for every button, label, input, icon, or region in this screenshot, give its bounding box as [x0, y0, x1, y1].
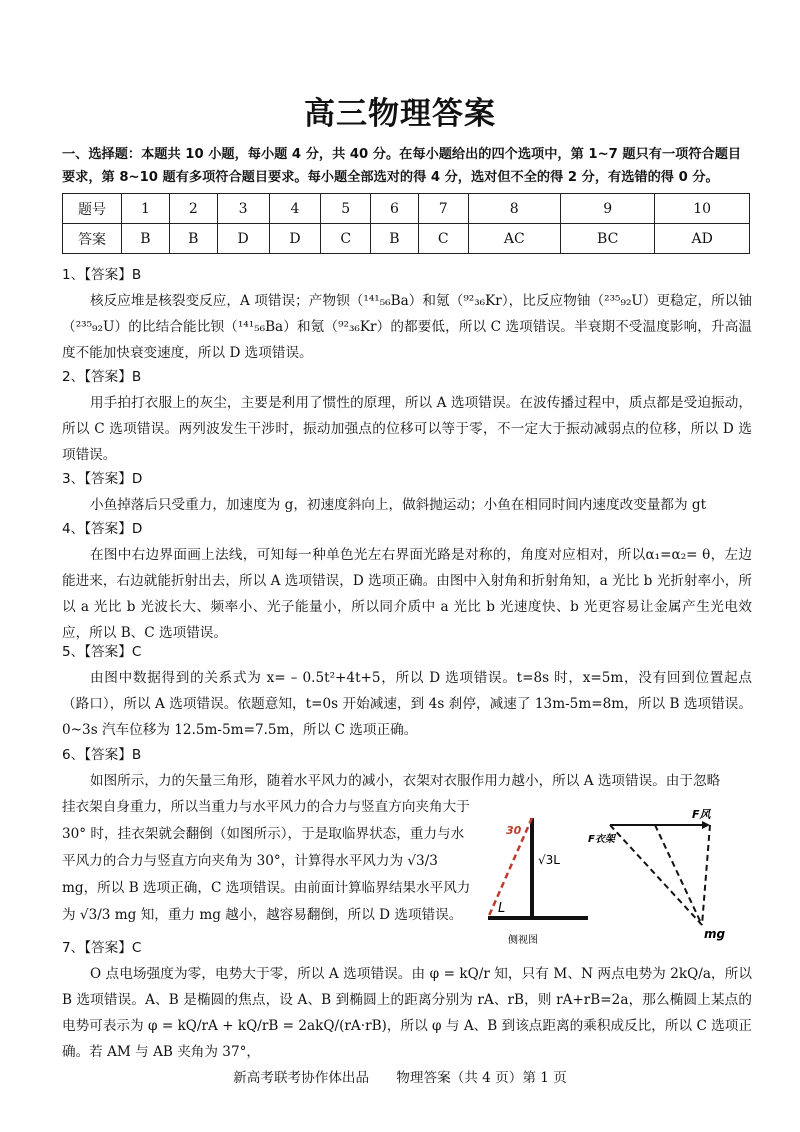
height-label: √3L	[538, 853, 560, 867]
answer-table	[62, 193, 750, 254]
number-cell: 8	[468, 194, 560, 224]
question-7	[62, 935, 752, 1065]
answer-cell: AC	[468, 224, 560, 254]
answer-label: 4、【答案】D	[62, 521, 143, 537]
explanation-wrapped: 挂衣架自身重力，所以当重力与水平风力的合力与竖直方向夹角大于 30° 时，挂衣架就会翻倒（如图所示），于是取临界状态，重力与水平风力的合力与竖直方向夹角为 30°，计算得水平风力为 √3/3 mg，所以 B 选项正确，C 选项错误。由前面计算临界结果水平风力为 √3/3 mg 知，重力 mg 越小，越容易翻倒，所以 D 选项错误。	[62, 799, 471, 923]
answer-table-answer-row	[63, 224, 750, 254]
number-cell: 9	[560, 194, 654, 224]
side-view-caption: 侧视图	[508, 935, 538, 946]
number-cell: 6	[371, 194, 419, 224]
row-label-answer: 答案	[63, 224, 122, 254]
answer-cell: AD	[655, 224, 750, 254]
wind-force-label: F风	[692, 808, 711, 821]
dashed-vector	[655, 825, 702, 925]
explanation: 小鱼掉落后只受重力，加速度为 g，初速度斜向上，做斜抛运动；小鱼在相同时间内速度改变量都为 gt	[90, 497, 707, 513]
explanation: 用手拍打衣服上的灰尘，主要是利用了惯性的原理，所以 A 选项错误。在波传播过程中，质点都是受迫振动，所以 C 选项错误。两列波发生干涉时，振动加强点的位移可以等于零，不一定大于振动减弱点的位移，所以 D 选项错误。	[62, 395, 752, 463]
question-2	[62, 364, 752, 468]
answer-cell: C	[418, 224, 468, 254]
answer-label: 7、【答案】C	[62, 940, 142, 956]
question-3	[62, 466, 752, 518]
answer-cell: B	[371, 224, 419, 254]
answer-cell: BC	[560, 224, 654, 254]
explanation: 由图中数据得到的关系式为 x= – 0.5t²+4t+5，所以 D 选项错误。t=8s 时，x=5m，没有回到位置起点（路口），所以 A 选项错误。依题意知，t=0s 开始减速，到 4s 刹停，减速了 13m-5m=8m，所以 B 选项错误。0~3s 汽车位移为 12.5m-5m=7.5m，所以 C 选项正确。	[62, 670, 752, 738]
force-diagram	[470, 800, 760, 950]
question-1	[62, 262, 752, 366]
answer-label: 5、【答案】C	[62, 644, 142, 660]
page-footer: 新高考联考协作体出品 物理答案（共 4 页）第 1 页	[233, 1070, 567, 1086]
number-cell: 10	[655, 194, 750, 224]
angle-label: 30	[506, 824, 522, 837]
number-cell: 3	[217, 194, 269, 224]
page-title: 高三物理答案	[304, 96, 496, 132]
number-cell: 7	[418, 194, 468, 224]
base-label: L	[498, 901, 506, 916]
explanation-intro: 如图所示，力的矢量三角形，随着水平风力的减小，衣架对衣服作用力越小，所以 A 选项错误。由于忽略	[90, 773, 721, 789]
answer-label: 6、【答案】B	[62, 747, 142, 763]
dashed-vector	[702, 825, 710, 925]
answer-cell: B	[122, 224, 170, 254]
mg-label: mg	[704, 927, 726, 941]
explanation: O 点电场强度为零，电势大于零，所以 A 选项错误。由 φ = kQ/r 知，只有 M、N 两点电势为 2kQ/a，所以 B 选项错误。A、B 是椭圆的焦点，设 A、B 到椭圆上的距离分别为 rA、rB，则 rA+rB=2a，那么椭圆上某点的电势可表示为 φ = kQ/rA + kQ/rB = 2akQ/(rA·rB)，所以 φ 与 A、B 到该点距离的乘积成反比，所以 C 选项正确。若 AM 与 AB 夹角为 37°，	[62, 966, 752, 1060]
dashed-vector	[610, 825, 702, 925]
answer-label: 1、【答案】B	[62, 267, 142, 283]
row-label-number: 题号	[63, 194, 122, 224]
answer-cell: C	[321, 224, 371, 254]
section-one-heading: 一、选择题：本题共 10 小题，每小题 4 分，共 40 分。在每小题给出的四个选项中，第 1~7 题只有一项符合题目要求，第 8~10 题有多项符合题目要求。每小题全部选对的得 4 分，选对但不全的得 2 分，有选错的得 0 分。	[62, 147, 742, 185]
hanger-force-label: F衣架	[588, 834, 615, 845]
question-5	[62, 639, 752, 743]
number-cell: 5	[321, 194, 371, 224]
number-cell: 2	[169, 194, 217, 224]
answer-label: 2、【答案】B	[62, 369, 142, 385]
answer-cell: B	[169, 224, 217, 254]
explanation: 在图中右边界面画上法线，可知每一种单色光左右界面光路是对称的，角度对应相对，所以α₁=α₂= θ，左边能进来，右边就能折射出去，所以 A 选项错误，D 选项正确。由图中入射角和折射角知，a 光比 b 光折射率小，所以 a 光比 b 光波长大、频率小、光子能量小，所以同介质中 a 光比 b 光速度快、b 光更容易让金属产生光电效应，所以 B、C 选项错误。	[62, 547, 752, 641]
answer-cell: D	[217, 224, 269, 254]
answer-cell: D	[269, 224, 321, 254]
question-4	[62, 516, 752, 646]
number-cell: 1	[122, 194, 170, 224]
explanation: 核反应堆是核裂变反应，A 项错误；产物钡（¹⁴¹₅₆Ba）和氪（⁹²₃₆Kr），比反应物铀（²³⁵₉₂U）更稳定，所以铀（²³⁵₉₂U）的比结合能比钡（¹⁴¹₅₆Ba）和氪（⁹²₃₆Kr）的都要低，所以 C 选项错误。半衰期不受温度影响，升高温度不能加快衰变速度，所以 D 选项错误。	[62, 293, 752, 361]
answer-table-number-row	[63, 194, 750, 224]
number-cell: 4	[269, 194, 321, 224]
answer-label: 3、【答案】D	[62, 471, 143, 487]
